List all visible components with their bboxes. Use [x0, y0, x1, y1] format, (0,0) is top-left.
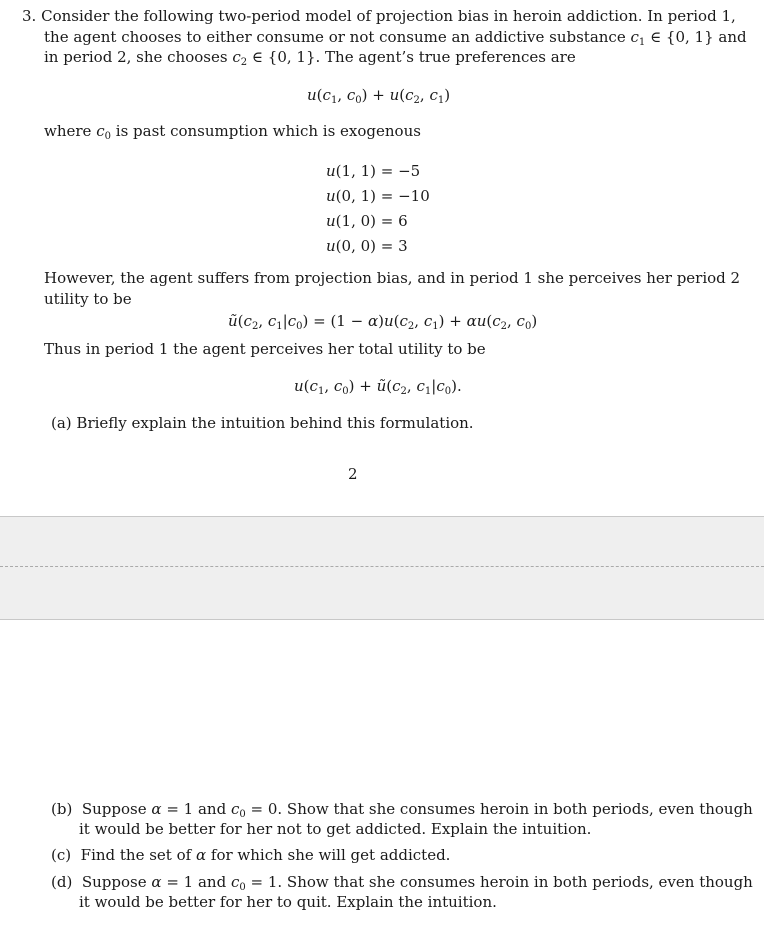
part-a: (a) Briefly explain the intuition behind this formulation. [51, 414, 474, 432]
problem-intro [22, 6, 736, 26]
utility-row: u(0, 1) = −10 [326, 187, 430, 205]
utility-table [326, 159, 430, 259]
utility-row: u(0, 0) = 3 [326, 237, 408, 255]
however-line-2: utility to be [44, 290, 132, 308]
equation-perceived-utility: $ũ(c_2$, $c_1|c_0) = (1 - \alpha)u(c_2$, $c_1) + \alpha u(c_2$, $c_0$) [228, 312, 538, 332]
math-c1: $c_1$ [630, 28, 646, 48]
where-word: where [44, 122, 92, 140]
where-rest: is past consumption which is exogenous [115, 122, 421, 140]
intro-line-4: The agent’s true preferences are [325, 48, 576, 66]
problem-number: 3. [22, 7, 37, 25]
math-c0: $c_0$ [96, 122, 111, 142]
intro-line-1: Consider the following two-period model of projection bias in heroin addiction. In period 1, [41, 7, 736, 25]
part-b-line-2: it would be better for her not to get addicted. Explain the intuition. [79, 820, 592, 838]
intro-line-3-wrap [44, 47, 576, 73]
equation-total-utility: $u(c_1$, $c_0$) + $ũ(c_2$, $c_1|c_0$). [294, 377, 462, 397]
utility-row: u(1, 0) = 6 [326, 212, 408, 230]
intro-line-2: the agent chooses to either consume or not consume an addictive substance [44, 28, 626, 46]
math-c2: $c_2$ [232, 48, 248, 68]
part-b-line-1: (b) Suppose α = 1 and $c_0 = 0$. Show that she consumes heroin in both periods, even though [51, 800, 753, 820]
page-break [0, 516, 764, 620]
intro-set-1: ∈ {0, 1} and [650, 28, 747, 46]
equation-true-utility: $u(c_1$, $c_0) + u(c_2$, $c_1$) [307, 86, 451, 106]
where-line [44, 121, 421, 147]
part-c: (c) Find the set of α for which she will get addicted. [51, 846, 451, 864]
page-number: 2 [348, 465, 358, 483]
part-d-line-1: (d) Suppose α = 1 and $c_0 = 1$. Show that she consumes heroin in both periods, even though [51, 873, 753, 893]
page-break-dashed-line [0, 566, 764, 567]
intro-line-3: in period 2, she chooses [44, 48, 228, 66]
intro-set-2: ∈ {0, 1}. [251, 48, 321, 66]
part-d-line-2: it would be better for her to quit. Explain the intuition. [79, 893, 497, 911]
thus-line: Thus in period 1 the agent perceives her total utility to be [44, 340, 486, 358]
however-line-1: However, the agent suffers from projection bias, and in period 1 she perceives her period 2 [44, 269, 741, 287]
utility-row: u(1, 1) = −5 [326, 162, 421, 180]
